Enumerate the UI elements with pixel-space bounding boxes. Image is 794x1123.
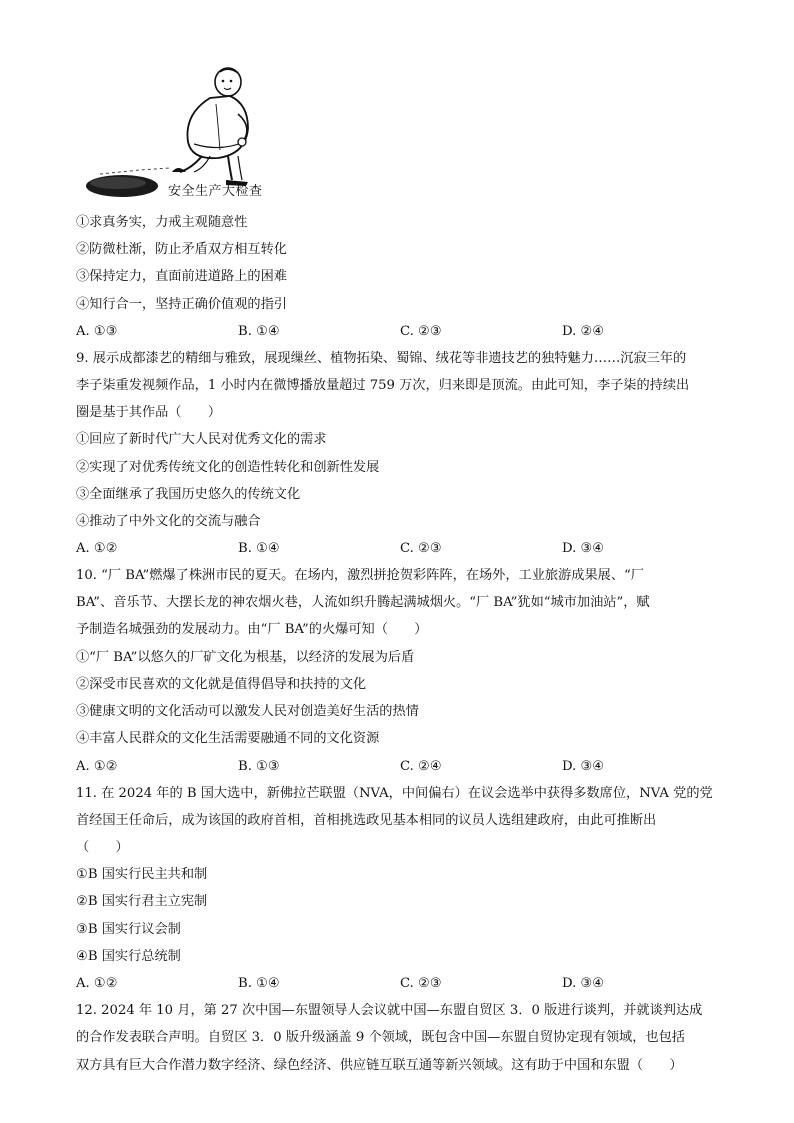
q10-option-d[interactable]: D. ③④: [562, 759, 605, 774]
q8-statement-4: ④知行合一，坚持正确价值观的指引: [76, 297, 287, 312]
illustration-caption: 安全生产大检查: [168, 184, 263, 199]
q8-option-d[interactable]: D. ②④: [562, 324, 605, 339]
q9-option-a[interactable]: A. ①②: [76, 541, 118, 556]
q9-statement-1: ①回应了新时代广大人民对优秀文化的需求: [76, 432, 327, 447]
q8-option-a[interactable]: A. ①③: [76, 324, 118, 339]
q9-option-d[interactable]: D. ③④: [562, 541, 605, 556]
q11-statement-2: ②B 国实行君主立宪制: [76, 894, 208, 909]
q11-option-d[interactable]: D. ③④: [562, 976, 605, 991]
q9-stem-line-3: 圈是基于其作品（ ）: [76, 405, 222, 420]
q10-statement-2: ②深受市民喜欢的文化就是值得倡导和扶持的文化: [76, 677, 367, 692]
q11-option-b[interactable]: B. ①④: [238, 976, 280, 991]
q10-statement-4: ④丰富人民群众的文化生活需要融通不同的文化资源: [76, 731, 380, 746]
q12-stem-line-3: 双方具有巨大合作潜力数字经济、绿色经济、供应链互联互通等新兴领域。这有助于中国和东盟（ ）: [76, 1058, 683, 1073]
q10-option-a[interactable]: A. ①②: [76, 759, 118, 774]
q10-statement-1: ①“厂 BA”以悠久的厂矿文化为根基，以经济的发展为后盾: [76, 650, 415, 665]
q9-statement-3: ③全面继承了我国历史悠久的传统文化: [76, 487, 301, 502]
q8-option-b[interactable]: B. ①④: [238, 324, 280, 339]
q10-option-c[interactable]: C. ②④: [400, 759, 442, 774]
q11-stem-line-2: 首经国王任命后，成为该国的政府首相，首相挑选政见基本相同的议员人选组建政府，由此可推断出: [76, 813, 657, 828]
q9-stem-line-1: 9. 展示成都漆艺的精细与雅致，展现缫丝、植物拓染、蜀锦、绒花等非遗技艺的独特魅力……沉寂三年的: [76, 351, 687, 366]
q9-stem-line-2: 李子柒重发视频作品，1 小时内在微博播放量超过 759 万次，归来即是顶流。由此可知，李子柒的持续出: [76, 378, 690, 393]
q12-stem-line-1: 12. 2024 年 10 月，第 27 次中国—东盟领导人会议就中国—东盟自贸区 3．0 版进行谈判，并就谈判达成: [76, 1003, 703, 1018]
q11-statement-4: ④B 国实行总统制: [76, 949, 181, 964]
q11-option-c[interactable]: C. ②③: [400, 976, 442, 991]
q8-statement-2: ②防微杜渐，防止矛盾双方相互转化: [76, 242, 287, 257]
q10-option-b[interactable]: B. ①③: [238, 759, 280, 774]
q10-stem-line-1: 10. “厂 BA”燃爆了株洲市民的夏天。在场内，激烈拼抢贺彩阵阵，在场外，工业旅游成果展、“厂: [76, 568, 644, 583]
q10-statement-3: ③健康文明的文化活动可以激发人民对创造美好生活的热情: [76, 704, 419, 719]
q8-statement-1: ①求真务实，力戒主观随意性: [76, 215, 248, 230]
q10-stem-line-2: BA”、音乐节、大摆长龙的神农烟火巷，人流如织升腾起满城烟火。“厂 BA”犹如“城市加油站”，赋: [76, 595, 650, 610]
q9-option-b[interactable]: B. ①④: [238, 541, 280, 556]
q9-statement-4: ④推动了中外文化的交流与融合: [76, 514, 261, 529]
q9-statement-2: ②实现了对优秀传统文化的创造性转化和创新性发展: [76, 460, 380, 475]
q11-statement-1: ①B 国实行民主共和制: [76, 867, 208, 882]
q11-stem-line-3: （ ）: [76, 840, 129, 855]
q8-option-c[interactable]: C. ②③: [400, 324, 442, 339]
q11-option-a[interactable]: A. ①②: [76, 976, 118, 991]
q11-statement-3: ③B 国实行议会制: [76, 922, 181, 937]
q12-stem-line-2: 的合作发表联合声明。自贸区 3．0 版升级涵盖 9 个领域，既包含中国—东盟自贸协定现有领域，也包括: [76, 1030, 685, 1045]
q11-stem-line-1: 11. 在 2024 年的 B 国大选中，新佛拉芒联盟（NVA，中间偏右）在议会选举中获得多数席位，NVA 党的党: [76, 786, 713, 801]
q10-stem-line-3: 予制造名城强劲的发展动力。由“厂 BA”的火爆可知（ ）: [76, 622, 428, 637]
q9-option-c[interactable]: C. ②③: [400, 541, 442, 556]
q8-statement-3: ③保持定力，直面前进道路上的困难: [76, 269, 287, 284]
